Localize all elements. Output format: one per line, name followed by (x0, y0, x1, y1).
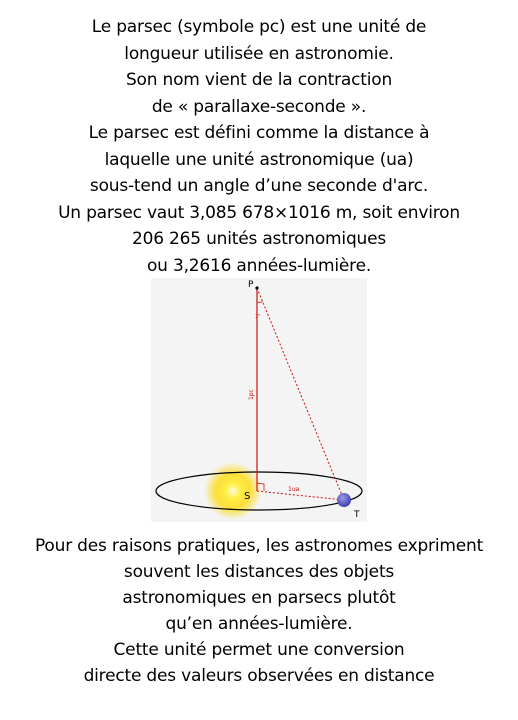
outro-line: Cette unité permet une conversion (113, 640, 405, 660)
intro-line: sous-tend un angle d’une seconde d'arc. (89, 176, 429, 196)
point-p-marker (255, 286, 258, 289)
label-1pc: 1pc (248, 389, 255, 400)
outro-line: souvent les distances des objets (123, 562, 395, 582)
intro-line: 206 265 unités astronomiques (131, 229, 387, 249)
outro-line: astronomiques en parsecs plutôt (122, 588, 396, 608)
outro-text (0, 533, 518, 689)
intro-line: longueur utilisée en astronomie. (124, 43, 394, 64)
sun-glow (204, 462, 262, 520)
intro-line: Un parsec vaut 3,085 678×1016 m, soit environ (58, 202, 460, 223)
label-t: T (354, 510, 360, 520)
label-1ua: 1ua (288, 486, 300, 493)
intro-line: Son nom vient de la contraction (125, 70, 393, 90)
intro-line: Le parsec (symbole pc) est une unité de (91, 17, 427, 37)
intro-line: laquelle une unité astronomique (ua) (104, 149, 414, 170)
parsec-diagram-svg (151, 278, 367, 522)
outro-line: directe des valeurs observées en distance (83, 666, 435, 686)
intro-line: de « parallaxe-seconde ». (151, 96, 367, 117)
label-s: S (244, 491, 251, 502)
intro-line: Le parsec est défini comme la distance à (88, 123, 430, 143)
outro-line: Pour des raisons pratiques, les astronomes expriment (34, 536, 484, 556)
label-angle: 1" (255, 314, 261, 320)
earth-icon (337, 493, 351, 507)
parsec-diagram (151, 278, 367, 522)
label-p: P (248, 280, 254, 290)
outro-line: qu’en années-lumière. (165, 614, 353, 634)
intro-text (0, 14, 518, 279)
intro-line: ou 3,2616 années-lumière. (146, 255, 372, 276)
